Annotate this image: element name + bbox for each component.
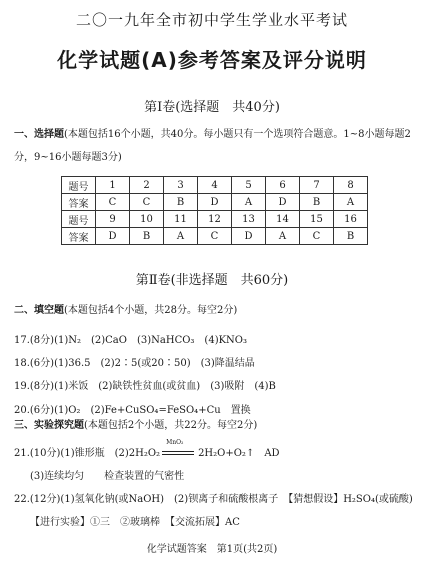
table-cell: C: [300, 228, 334, 245]
answer-q18: 18.(6分)(1)36.5 (2)2∶5(或20∶50) (3)降温结晶: [14, 358, 255, 369]
table-cell: 10: [130, 211, 164, 228]
table-row-header: 答案: [62, 194, 96, 211]
answer-table: [61, 176, 368, 245]
part1-heading: 第Ⅰ卷(选择题 共40分): [144, 100, 280, 115]
table-row: [62, 177, 368, 194]
table-cell: B: [130, 228, 164, 245]
exp-section-text: (本题包括2个小题，共22分。每空2分): [84, 420, 258, 431]
table-row: [62, 228, 368, 245]
q21-part-b: 2H₂O+O₂↑ AD: [198, 448, 280, 459]
table-cell: A: [334, 194, 368, 211]
table-cell: D: [266, 194, 300, 211]
page-footer: 化学试题答案 第1页(共2页): [146, 544, 278, 555]
choice-section-label: 一、选择题: [14, 129, 64, 140]
table-cell: 12: [198, 211, 232, 228]
answer-q17: 17.(8分)(1)N₂ (2)CaO (3)NaHCO₃ (4)KNO₃: [14, 335, 248, 346]
answer-q21-line2: (3)连续均匀 检查装置的气密性: [30, 471, 185, 482]
table-cell: 4: [198, 177, 232, 194]
choice-section-text2: 分，9~16小题每题3分): [14, 152, 122, 163]
table-row-header: 答案: [62, 228, 96, 245]
fill-section-intro: [14, 303, 237, 319]
table-cell: A: [164, 228, 198, 245]
table-cell: 15: [300, 211, 334, 228]
table-cell: 2: [130, 177, 164, 194]
table-cell: A: [232, 194, 266, 211]
exp-section-label: 三、实验探究题: [14, 420, 84, 431]
table-cell: D: [198, 194, 232, 211]
exam-name: 二〇一九年全市初中学生学业水平考试: [75, 11, 348, 29]
table-cell: 8: [334, 177, 368, 194]
table-cell: 5: [232, 177, 266, 194]
table-cell: 9: [96, 211, 130, 228]
table-row: [62, 211, 368, 228]
table-cell: B: [164, 194, 198, 211]
reaction-arrow: [160, 439, 198, 456]
table-cell: 1: [96, 177, 130, 194]
table-cell: C: [96, 194, 130, 211]
fill-section-text: (本题包括4个小题，共28分。每空2分): [64, 305, 238, 316]
table-cell: 14: [266, 211, 300, 228]
table-cell: 13: [232, 211, 266, 228]
table-row: [62, 194, 368, 211]
part2-heading: 第Ⅱ卷(非选择题 共60分): [135, 273, 289, 288]
document-title: 化学试题(A)参考答案及评分说明: [57, 48, 367, 72]
table-cell: D: [96, 228, 130, 245]
table-row-header: 题号: [62, 177, 96, 194]
answer-q19: 19.(8分)(1)米饭 (2)缺铁性贫血(或贫血) (3)吸附 (4)B: [14, 381, 276, 392]
exp-section-intro: [14, 418, 257, 434]
table-cell: 6: [266, 177, 300, 194]
choice-section-text: (本题包括16个小题，共40分。每小题只有一个选项符合题意。1~8小题每题2: [64, 129, 411, 140]
table-row-header: 题号: [62, 211, 96, 228]
table-cell: 16: [334, 211, 368, 228]
answer-q20: 20.(6分)(1)O₂ (2)Fe+CuSO₄=FeSO₄+Cu 置换: [14, 405, 251, 416]
table-cell: C: [198, 228, 232, 245]
choice-section-intro: [14, 127, 411, 143]
answer-q22-line2: 【进行实验】①三 ②玻璃棒 【交流拓展】AC: [30, 517, 240, 528]
fill-section-label: 二、填空题: [14, 305, 64, 316]
table-cell: 11: [164, 211, 198, 228]
catalyst-label: MnO₂: [166, 439, 184, 446]
table-cell: 3: [164, 177, 198, 194]
answer-q21-line1: [14, 439, 280, 459]
q21-part-a: 21.(10分)(1)锥形瓶 (2)2H₂O₂: [14, 448, 161, 459]
answer-q22-line1: 22.(12分)(1)氢氧化钠(或NaOH) (2)钡离子和硫酸根离子 【猜想假设】H₂SO₄(或硫酸): [14, 494, 413, 505]
table-cell: C: [130, 194, 164, 211]
table-cell: D: [232, 228, 266, 245]
table-cell: 7: [300, 177, 334, 194]
table-cell: B: [300, 194, 334, 211]
table-cell: B: [334, 228, 368, 245]
table-cell: A: [266, 228, 300, 245]
